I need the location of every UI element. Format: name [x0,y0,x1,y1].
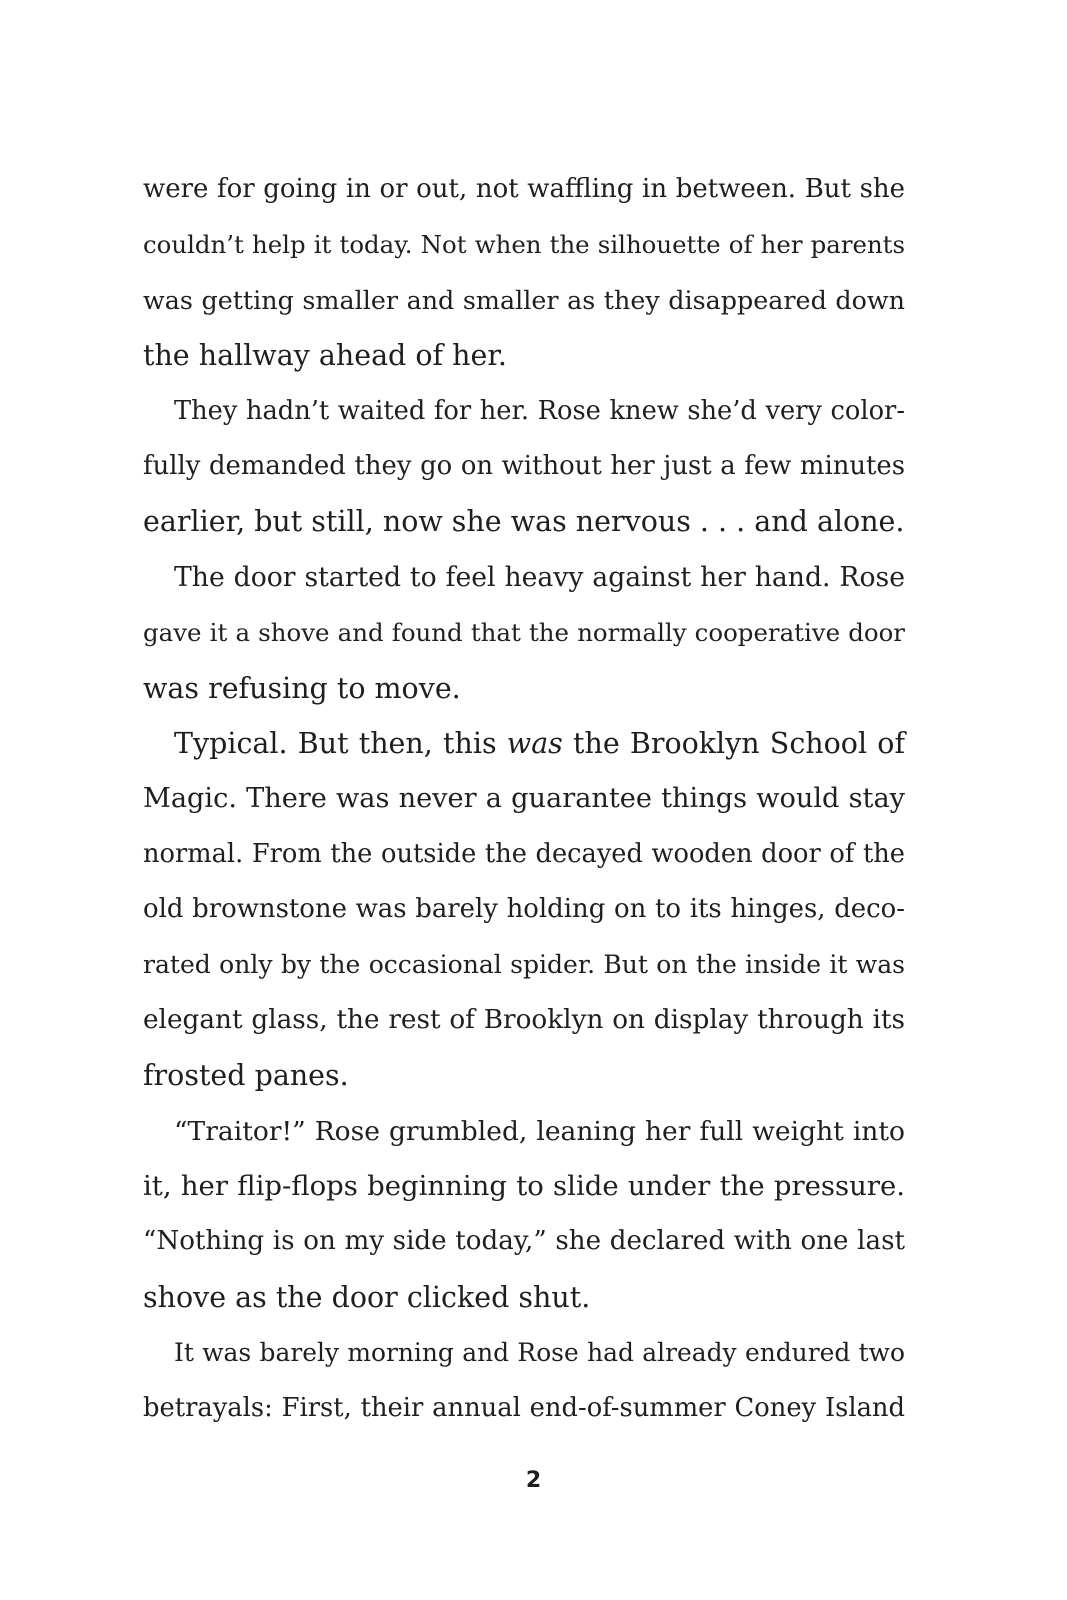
text-segment: Typical. But then, this [174,726,507,760]
text-line: They hadn’t waited for her. Rose knew she’d very color- [174,395,905,426]
text-line-with-emphasis [143,716,905,771]
text-line: couldn’t help it today. Not when the silhouette of her parents [143,230,905,260]
text-line: normal. From the outside the decayed wooden door of the [143,838,905,869]
text-line: was getting smaller and smaller as they disappeared down [143,284,905,315]
text-line: elegant glass, the rest of Brooklyn on display through its [143,1004,905,1035]
text-line: the hallway ahead of her. [143,339,507,373]
emphasized-word: was [506,726,563,760]
text-line: gave it a shove and found that the normally cooperative door [143,618,905,648]
text-line: old brownstone was barely holding on to its hinges, deco- [143,894,905,925]
text-line: frosted panes. [143,1059,349,1093]
text-line: earlier, but still, now she was nervous . . . and alone. [143,505,905,539]
body-text [143,162,905,1436]
text-line: betrayals: First, their annual end-of-summer Coney Island [143,1392,905,1423]
text-line: fully demanded they go on without her just a few minutes [143,450,905,481]
text-line: were for going in or out, not waffling in between. But she [143,174,905,204]
text-line: rated only by the occasional spider. But on the inside it was [143,950,905,980]
text-line: Magic. There was never a guarantee things would stay [143,783,905,815]
text-line: was refusing to move. [143,671,461,705]
text-line: it, her flip-flops beginning to slide under the pressure. [143,1170,905,1203]
page-number: 2 [525,1468,542,1493]
text-line: “Traitor!” Rose grumbled, leaning her full weight into [174,1115,905,1147]
text-line: shove as the door clicked shut. [143,1280,591,1314]
text-segment: the Brooklyn School of [562,726,905,760]
text-line: The door started to feel heavy against her hand. Rose [174,561,905,593]
text-line: It was barely morning and Rose had already endured two [174,1338,905,1368]
text-line: “Nothing is on my side today,” she declared with one last [143,1226,905,1257]
